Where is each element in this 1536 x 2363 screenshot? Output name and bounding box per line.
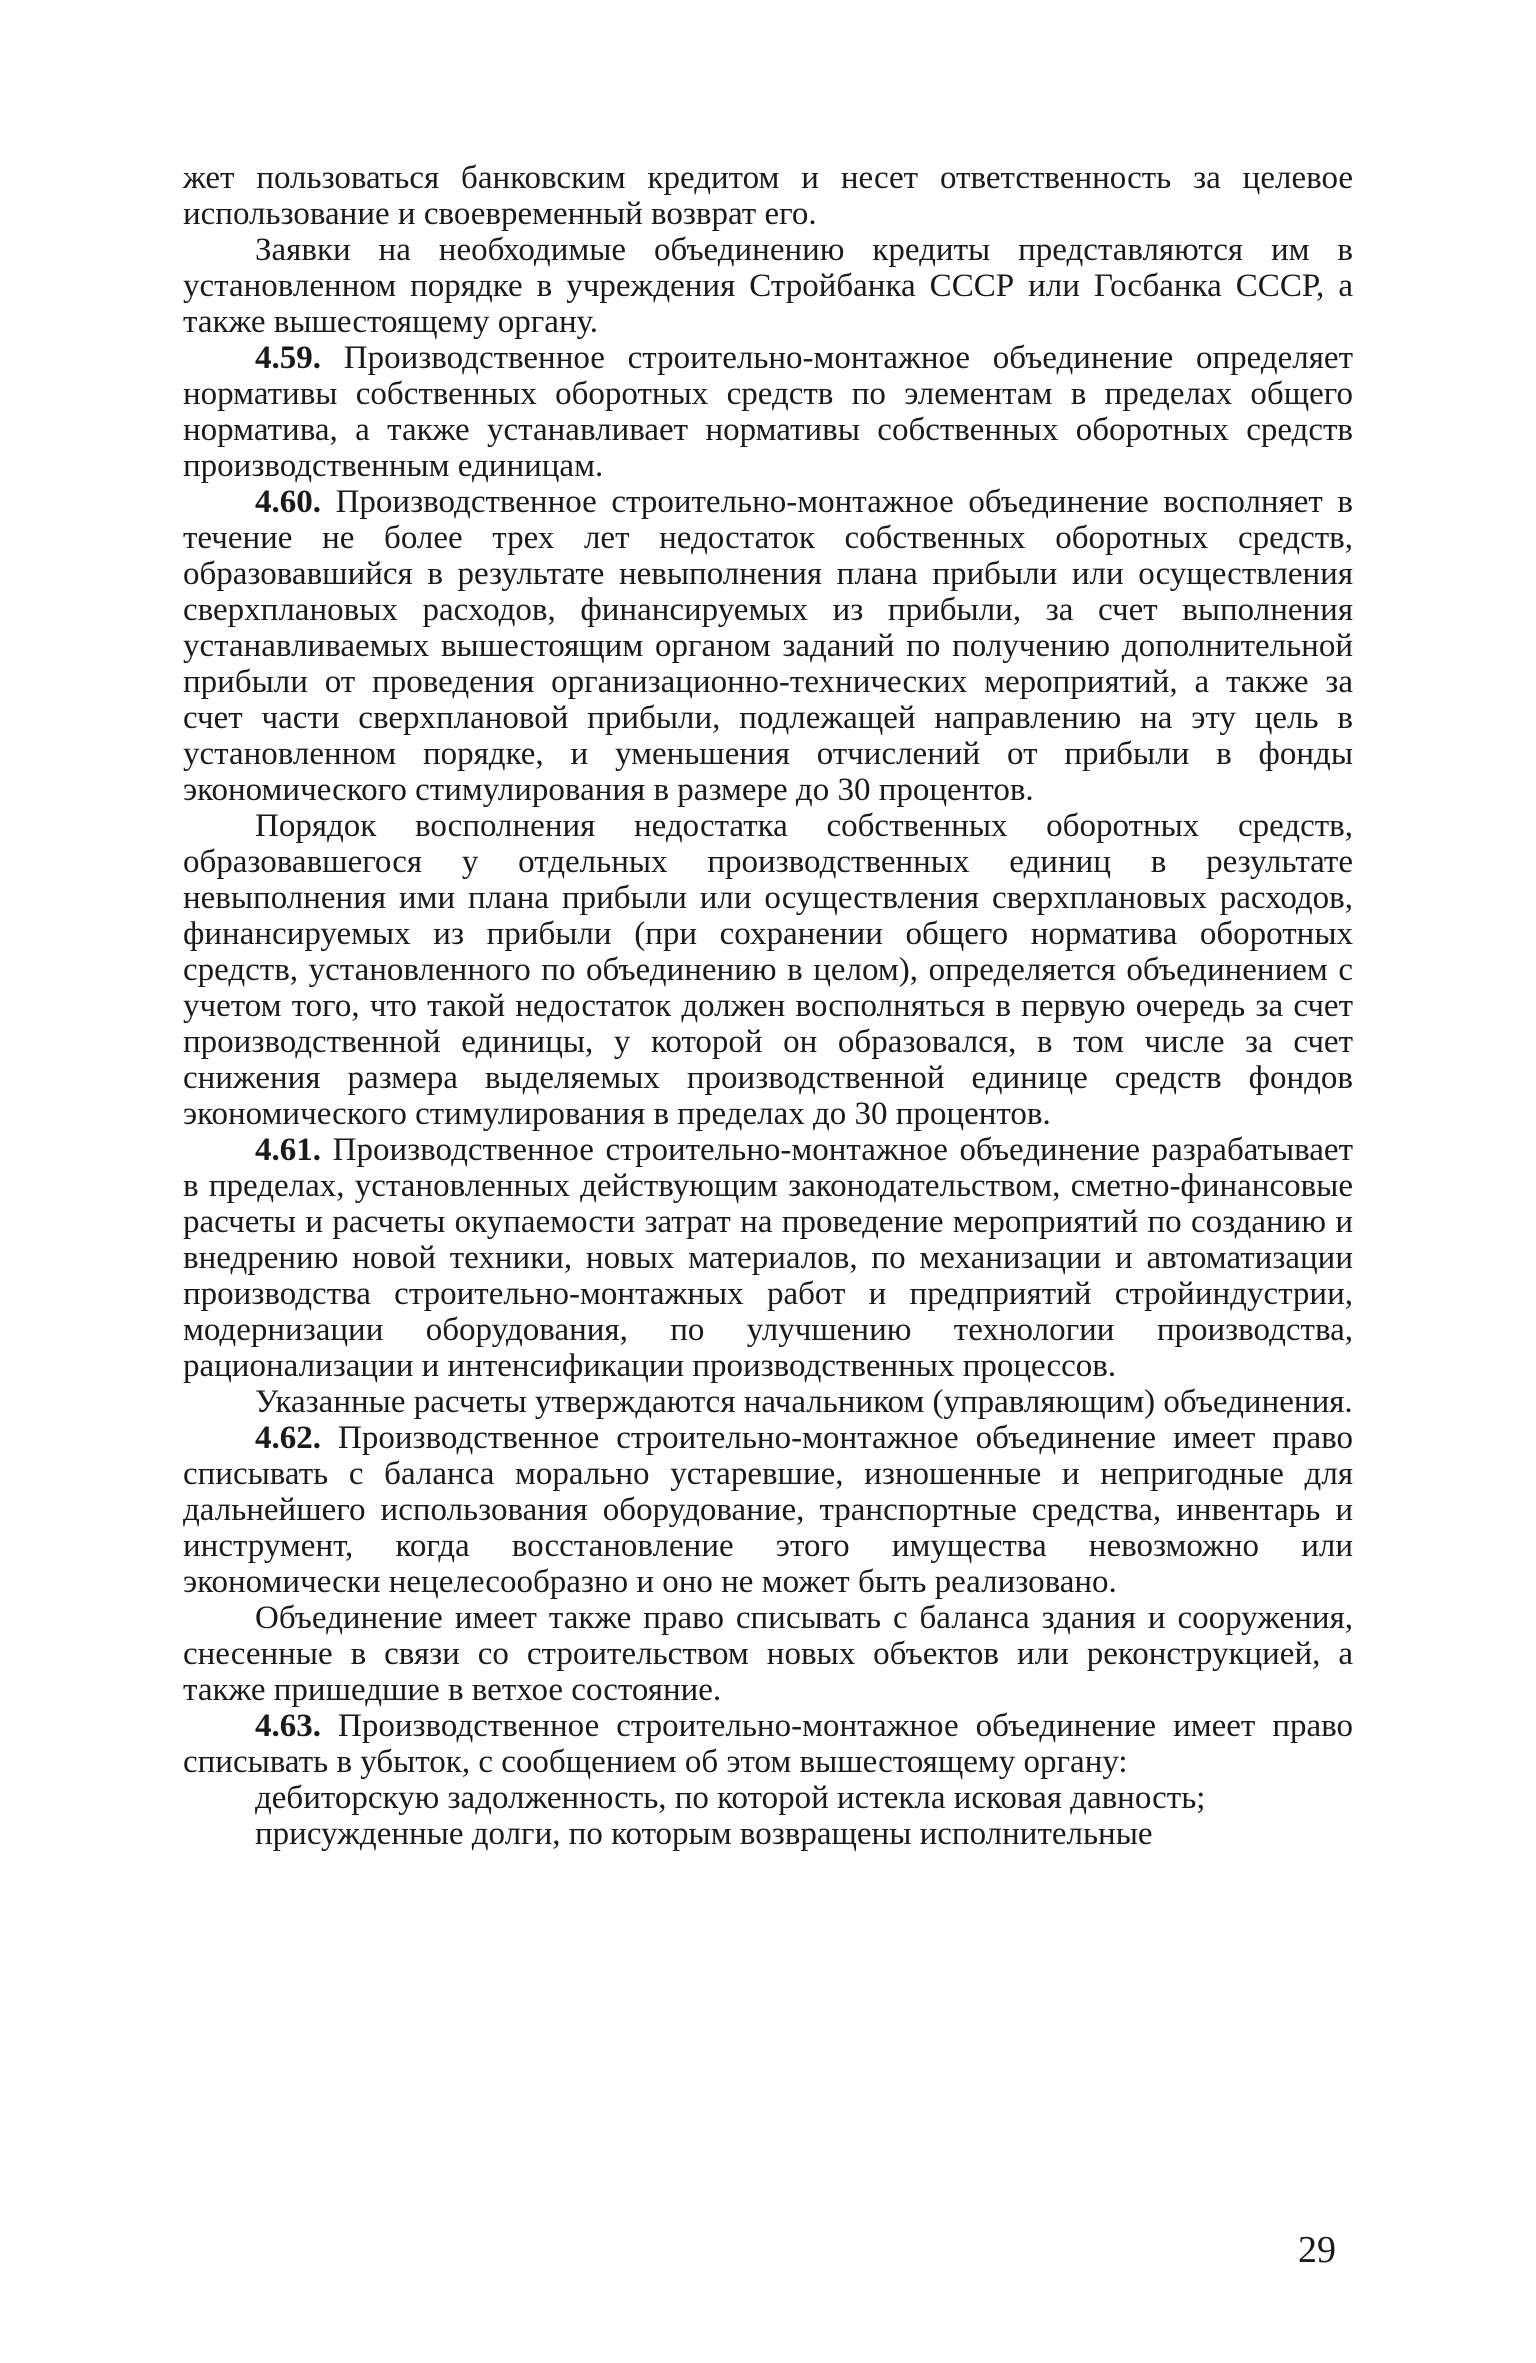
clause-4-60 (183, 484, 1353, 808)
clause-number: 4.61. (255, 1132, 321, 1168)
clause-4-61 (183, 1132, 1353, 1384)
clause-4-59 (183, 340, 1353, 484)
clause-4-62 (183, 1420, 1353, 1600)
clause-text: Производственное строительно-монтажное объединение имеет право списывать с баланса морально устаревшие, изношенные и непригодные для дальнейшего использования оборудование, транспортные средства, инвентарь и инструмент, когда восстановление этого имущества невозможно или экономически нецелесообразно и оно не может быть реализовано. (183, 1420, 1354, 1600)
clause-number: 4.59. (255, 340, 321, 376)
clause-number: 4.62. (255, 1420, 321, 1456)
list-item-prisuzhdennye: присужденные долги, по которым возвращены исполнительные (255, 1816, 1153, 1852)
clause-text: Производственное строительно-монтажное объединение определяет нормативы собственных оборотных средств по элементам в пределах общего норматива, а также устанавливает нормативы собственных оборотных средств производственным единицам. (183, 340, 1353, 484)
paragraph-continuation: жет пользоваться банковским кредитом и несет ответственность за целевое использование и своевременный возврат его. (183, 160, 1353, 232)
page-number: 29 (1298, 2229, 1336, 2271)
list-item-debitor: дебиторскую задолженность, по которой истекла исковая давность; (255, 1780, 1206, 1816)
clause-text: Производственное строительно-монтажное объединение восполняет в течение не более трех лет недостаток собственных оборотных средств, образовавшийся в результате невыполнения плана прибыли или осуществления сверхплановых расходов, финансируемых из прибыли, за счет выполнения устанавливаемых вышестоящим органом заданий по получению дополнительной прибыли от проведения организационно-технических мероприятий, а также за счет части сверхплановой прибыли, подлежащей направлению на эту цель в установленном порядке, и уменьшения отчислений от прибыли в фонды экономического стимулирования в размере до 30 процентов. (183, 484, 1354, 808)
clause-text: Производственное строительно-монтажное объединение имеет право списывать в убыток, с сообщением об этом вышестоящему органу: (183, 1708, 1354, 1780)
paragraph-ukazannye: Указанные расчеты утверждаются начальником (управляющим) объединения. (255, 1384, 1353, 1420)
clause-number: 4.60. (255, 484, 321, 520)
paragraph-poryadok: Порядок восполнения недостатка собственных оборотных средств, образовавшегося у отдельных производственных единиц в результате невыполнения ими плана прибыли или осуществления сверхплановых расходов, финансируемых из прибыли (при сохранении общего норматива оборотных средств, установленного по объединению в целом), определяется объединением с учетом того, что такой недостаток должен восполняться в первую очередь за счет производственной единицы, у которой он образовался, в том числе за счет снижения размера выделяемых производственной единице средств фондов экономического стимулирования в пределах до 30 процентов. (183, 808, 1353, 1132)
clause-number: 4.63. (255, 1708, 321, 1744)
paragraph-zayavki: Заявки на необходимые объединению кредиты представляются им в установленном порядке в учреждения Стройбанка СССР или Госбанка СССР, а также вышестоящему органу. (183, 232, 1353, 340)
paragraph-obedinenie: Объединение имеет также право списывать с баланса здания и сооружения, снесенные в связи со строительством новых объектов или реконструкцией, а также пришедшие в ветхое состояние. (183, 1600, 1353, 1708)
clause-text: Производственное строительно-монтажное объединение разрабатывает в пределах, установленных действующим законодательством, сметно-финансовые расчеты и расчеты окупаемости затрат на проведение мероприятий по созданию и внедрению новой техники, новых материалов, по механизации и автоматизации производства строительно-монтажных работ и предприятий стройиндустрии, модернизации оборудования, по улучшению технологии производства, рационализации и интенсификации производственных процессов. (183, 1132, 1353, 1384)
document-page (183, 160, 1353, 1852)
clause-4-63 (183, 1708, 1353, 1780)
